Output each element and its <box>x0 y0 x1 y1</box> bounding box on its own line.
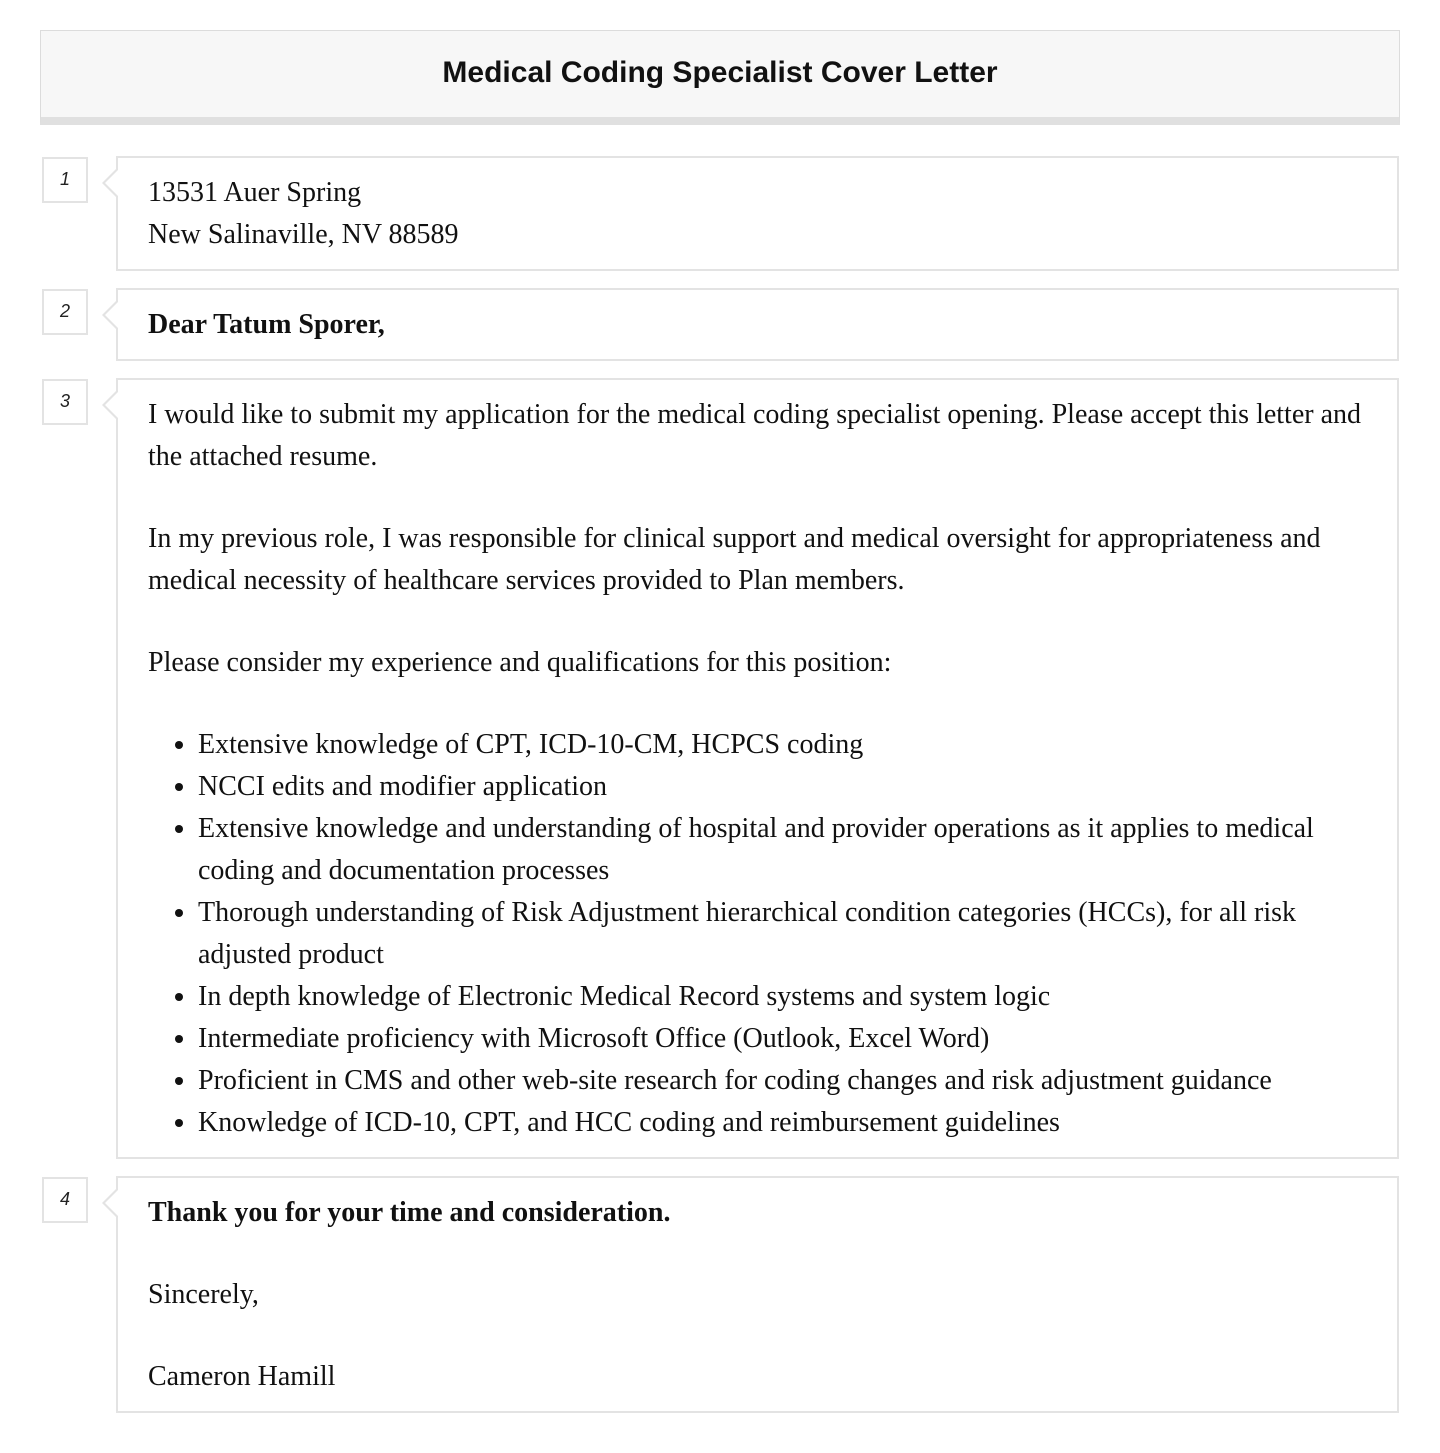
section-number: 1 <box>42 157 88 203</box>
list-item: • Intermediate proficiency with Microsoft Office (Outlook, Excel Word) <box>198 1018 1367 1060</box>
section-number: 2 <box>42 289 88 335</box>
list-item: • Extensive knowledge and understanding of hospital and provider operations as it applies to medical coding and documentation processes <box>198 808 1367 892</box>
address-line-2: New Salinaville, NV 88589 <box>148 219 459 250</box>
section-number: 4 <box>42 1177 88 1223</box>
list-item: • In depth knowledge of Electronic Medical Record systems and system logic <box>198 976 1367 1018</box>
intro-paragraph: I would like to submit my application for the medical coding specialist opening. Please accept this letter and the attached resume. <box>148 399 1362 472</box>
address-line-1: 13531 Auer Spring <box>148 177 362 208</box>
salutation: Dear Tatum Sporer, <box>148 309 385 340</box>
list-item: • Thorough understanding of Risk Adjustment hierarchical condition categories (HCCs), for all risk adjusted product <box>198 892 1367 976</box>
salutation-card <box>116 288 1399 361</box>
previous-role-paragraph: In my previous role, I was responsible for clinical support and medical oversight for appropriateness and medical necessity of healthcare services provided to Plan members. <box>148 523 1321 596</box>
qualifications-lead: Please consider my experience and qualifications for this position: <box>148 647 892 678</box>
address-card <box>116 156 1399 271</box>
qualifications-list <box>148 724 1367 1144</box>
signature: Cameron Hamill <box>148 1361 336 1392</box>
list-item: • NCCI edits and modifier application <box>198 766 1367 808</box>
closing-card <box>116 1176 1399 1413</box>
body-card <box>116 378 1399 1159</box>
list-item: • Extensive knowledge of CPT, ICD-10-CM, HCPCS coding <box>198 724 1367 766</box>
page-title: Medical Coding Specialist Cover Letter <box>442 56 998 89</box>
list-item: • Knowledge of ICD-10, CPT, and HCC coding and reimbursement guidelines <box>198 1102 1367 1144</box>
list-item: • Proficient in CMS and other web-site research for coding changes and risk adjustment guidance <box>198 1060 1367 1102</box>
section-number: 3 <box>42 379 88 425</box>
title-bar <box>40 30 1400 125</box>
thanks-line: Thank you for your time and consideration. <box>148 1197 671 1228</box>
closing-line: Sincerely, <box>148 1279 259 1310</box>
